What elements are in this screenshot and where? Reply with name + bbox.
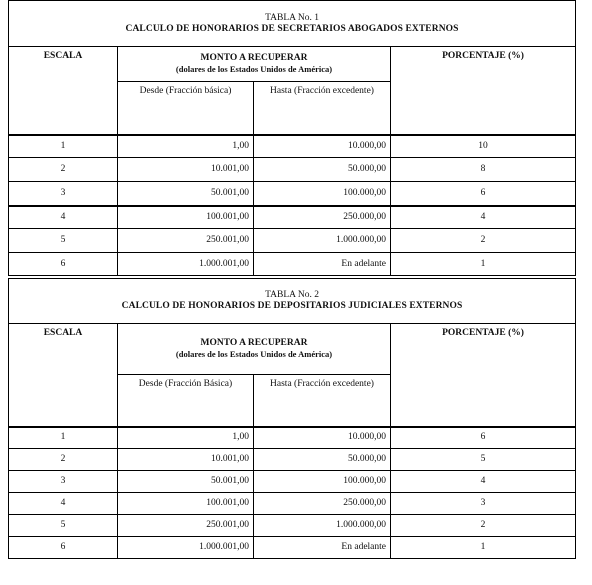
cell-to: 1.000.000,00 (254, 229, 391, 253)
table-row (9, 493, 576, 515)
header-to: Hasta (Fracción excedente) (254, 375, 391, 427)
table-row (9, 158, 576, 182)
table-title-cell (9, 279, 576, 324)
cell-percentage: 10 (391, 135, 576, 158)
header-amount (118, 47, 391, 82)
table-row (9, 471, 576, 493)
table-row (9, 135, 576, 158)
cell-percentage: 5 (391, 449, 576, 471)
cell-scale: 2 (9, 158, 118, 182)
cell-percentage: 6 (391, 182, 576, 206)
cell-from: 1,00 (118, 135, 254, 158)
cell-percentage: 4 (391, 206, 576, 229)
table-title: CALCULO DE HONORARIOS DE SECRETARIOS ABOGADOS EXTERNOS (125, 23, 459, 34)
cell-scale: 5 (9, 229, 118, 253)
cell-to: 1.000.000,00 (254, 515, 391, 537)
table-row (9, 537, 576, 559)
cell-scale: 4 (9, 206, 118, 229)
table-row (9, 515, 576, 537)
header-from: Desde (Fracción básica) (118, 82, 254, 135)
cell-from: 250.001,00 (118, 515, 254, 537)
cell-percentage: 2 (391, 229, 576, 253)
cell-to: 50.000,00 (254, 158, 391, 182)
header-amount-title: MONTO A RECUPERAR (200, 53, 308, 63)
cell-to: En adelante (254, 537, 391, 559)
header-amount (118, 324, 391, 375)
table-caption: TABLA No. 1 (265, 12, 319, 23)
cell-scale: 1 (9, 135, 118, 158)
cell-percentage: 6 (391, 427, 576, 449)
fee-table-depositarios (8, 278, 576, 559)
cell-from: 1.000.001,00 (118, 253, 254, 276)
table-title: CALCULO DE HONORARIOS DE DEPOSITARIOS JUDICIALES EXTERNOS (121, 301, 463, 311)
table-row (9, 253, 576, 276)
fee-table-secretarios (8, 0, 576, 276)
header-from: Desde (Fracción Básica) (118, 375, 254, 427)
cell-percentage: 3 (391, 493, 576, 515)
cell-from: 50.001,00 (118, 471, 254, 493)
cell-percentage: 1 (391, 537, 576, 559)
cell-from: 10.001,00 (118, 158, 254, 182)
header-to: Hasta (Fracción excedente) (254, 82, 391, 135)
cell-to: 100.000,00 (254, 182, 391, 206)
cell-from: 1.000.001,00 (118, 537, 254, 559)
cell-to: 250.000,00 (254, 493, 391, 515)
cell-scale: 1 (9, 427, 118, 449)
cell-from: 250.001,00 (118, 229, 254, 253)
cell-from: 10.001,00 (118, 449, 254, 471)
cell-from: 100.001,00 (118, 493, 254, 515)
cell-to: 250.000,00 (254, 206, 391, 229)
cell-scale: 6 (9, 253, 118, 276)
cell-scale: 4 (9, 493, 118, 515)
cell-to: 10.000,00 (254, 135, 391, 158)
cell-to: 50.000,00 (254, 449, 391, 471)
table-row (9, 449, 576, 471)
cell-from: 100.001,00 (118, 206, 254, 229)
table-row (9, 427, 576, 449)
header-percentage: PORCENTAJE (%) (391, 324, 576, 427)
cell-to: 100.000,00 (254, 471, 391, 493)
cell-percentage: 2 (391, 515, 576, 537)
header-scale: ESCALA (9, 47, 118, 135)
cell-percentage: 1 (391, 253, 576, 276)
table-title-cell (9, 1, 576, 47)
table-row (9, 229, 576, 253)
header-amount-title: MONTO A RECUPERAR (200, 338, 308, 348)
header-amount-subtitle: (dolares de los Estados Unidos de América) (175, 64, 333, 74)
cell-percentage: 4 (391, 471, 576, 493)
cell-percentage: 8 (391, 158, 576, 182)
table-caption: TABLA No. 2 (265, 290, 319, 300)
header-amount-subtitle: (dolares de los Estados Unidos de América) (175, 349, 333, 359)
header-scale: ESCALA (9, 324, 118, 427)
cell-to: 10.000,00 (254, 427, 391, 449)
cell-scale: 3 (9, 471, 118, 493)
cell-scale: 3 (9, 182, 118, 206)
cell-scale: 2 (9, 449, 118, 471)
cell-from: 50.001,00 (118, 182, 254, 206)
cell-to: En adelante (254, 253, 391, 276)
table-row (9, 182, 576, 206)
cell-scale: 5 (9, 515, 118, 537)
table-row (9, 206, 576, 229)
cell-scale: 6 (9, 537, 118, 559)
header-percentage: PORCENTAJE (%) (391, 47, 576, 135)
cell-from: 1,00 (118, 427, 254, 449)
